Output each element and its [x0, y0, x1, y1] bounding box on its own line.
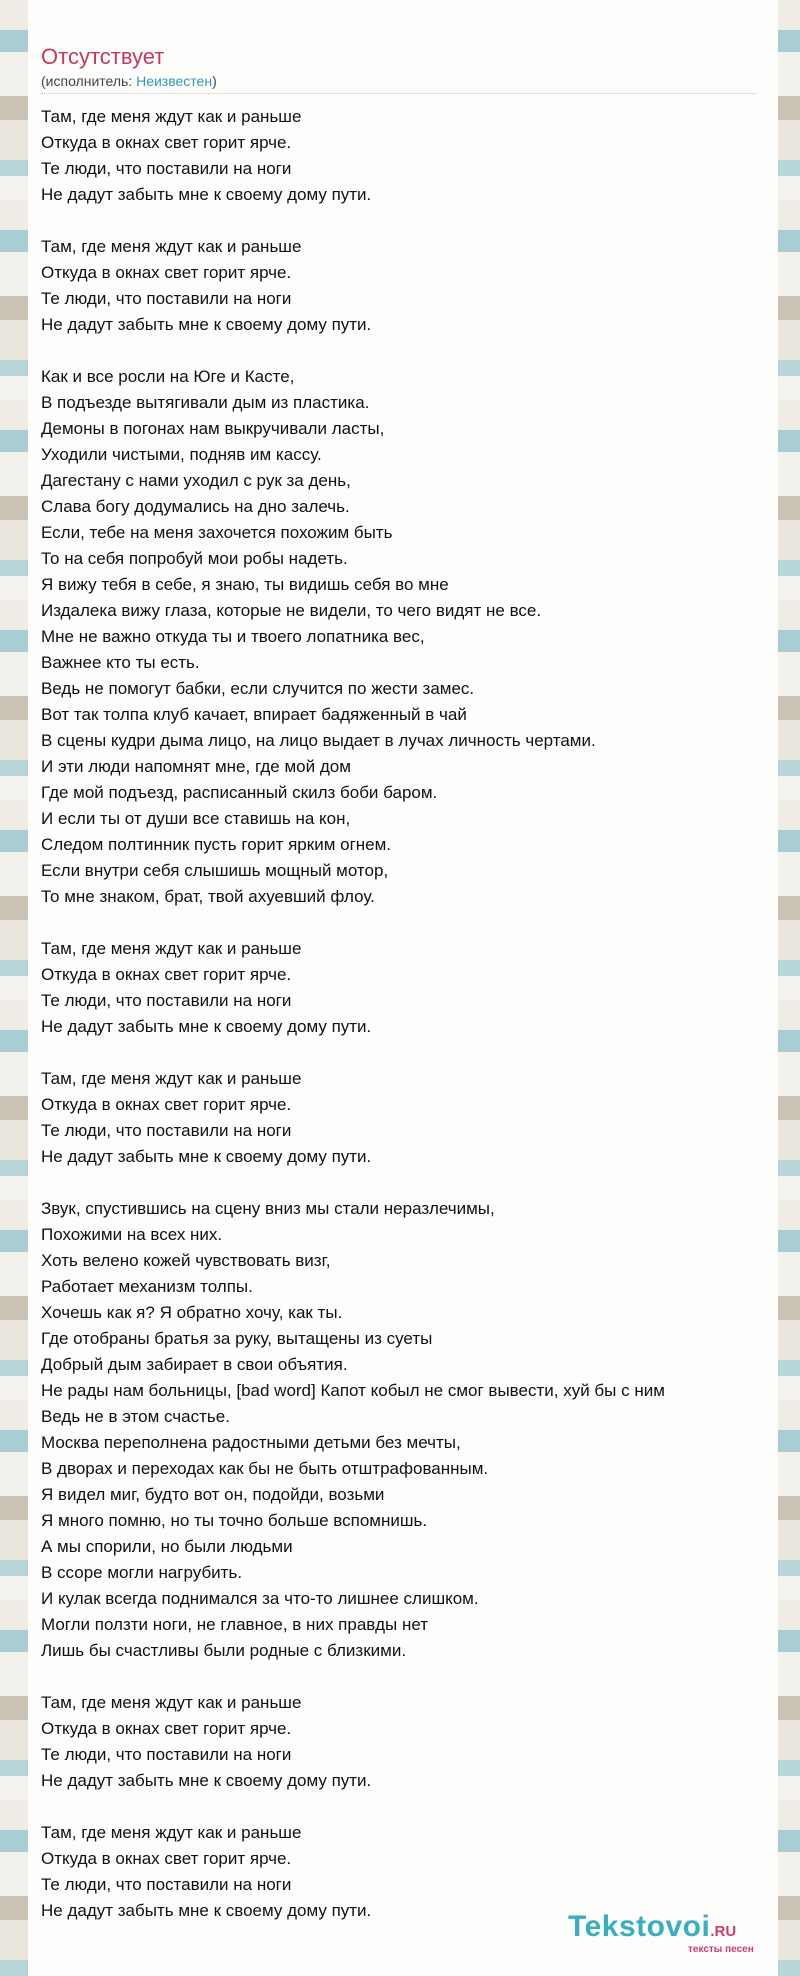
- stanza-gap: [41, 1170, 781, 1196]
- site-logo[interactable]: [568, 1910, 754, 1955]
- lyric-line: И кулак всегда поднимался за что-то лишнее слишком.: [41, 1589, 479, 1608]
- stanza-gap: [41, 910, 781, 936]
- lyric-line: Как и все росли на Юге и Касте,: [41, 367, 295, 386]
- lyric-line: То на себя попробуй мои робы надеть.: [41, 549, 348, 568]
- lyric-line: Не дадут забыть мне к своему дому пути.: [41, 1017, 372, 1036]
- lyric-line: Лишь бы счастливы были родные с близкими.: [41, 1641, 407, 1660]
- logo-brand: Tekstovoi: [568, 1910, 711, 1943]
- lyric-line: Москва переполнена радостными детьми без мечты,: [41, 1433, 461, 1452]
- lyric-line: В подъезде вытягивали дым из пластика.: [41, 393, 370, 412]
- lyric-line: Дагестану с нами уходил с рук за день,: [41, 471, 351, 490]
- stanza-gap: [41, 1664, 781, 1690]
- lyric-line: Не дадут забыть мне к своему дому пути.: [41, 185, 372, 204]
- lyric-line: В сцены кудри дыма лицо, на лицо выдает в лучах личность чертами.: [41, 731, 596, 750]
- artist-prefix: (исполнитель:: [41, 73, 137, 89]
- lyric-line: Ведь не помогут бабки, если случится по жести замес.: [41, 679, 475, 698]
- artist-line: [41, 72, 217, 90]
- lyric-line: Там, где меня ждут как и раньше: [41, 939, 302, 958]
- lyric-line: Не дадут забыть мне к своему дому пути.: [41, 1147, 372, 1166]
- lyric-line: Откуда в окнах свет горит ярче.: [41, 263, 292, 282]
- lyric-line: Там, где меня ждут как и раньше: [41, 1693, 302, 1712]
- stanza-gap: [41, 208, 781, 234]
- logo-tld: .RU: [710, 1923, 737, 1940]
- lyric-line: Издалека вижу глаза, которые не видели, то чего видят не все.: [41, 601, 542, 620]
- lyric-line: Где мой подъезд, расписанный скилз боби баром.: [41, 783, 438, 802]
- lyric-line: Хоть велено кожей чувствовать визг,: [41, 1251, 331, 1270]
- lyric-line: Откуда в окнах свет горит ярче.: [41, 965, 292, 984]
- lyric-line: Хочешь как я? Я обратно хочу, как ты.: [41, 1303, 343, 1322]
- lyric-line: Если внутри себя слышишь мощный мотор,: [41, 861, 389, 880]
- lyric-line: Те люди, что поставили на ноги: [41, 1875, 292, 1894]
- lyric-line: Откуда в окнах свет горит ярче.: [41, 133, 292, 152]
- song-title: Отсутствует: [41, 44, 165, 69]
- lyric-line: Не рады нам больницы, [bad word] Капот кобыл не смог вывести, хуй бы с ним: [41, 1381, 665, 1400]
- lyric-line: Те люди, что поставили на ноги: [41, 991, 292, 1010]
- lyric-line: Те люди, что поставили на ноги: [41, 1745, 292, 1764]
- title-divider: [41, 93, 757, 94]
- stanza-gap: [41, 1794, 781, 1820]
- lyric-line: Вот так толпа клуб качает, впирает бадяженный в чай: [41, 705, 467, 724]
- lyric-line: Я видел миг, будто вот он, подойди, возьми: [41, 1485, 385, 1504]
- lyric-line: Там, где меня ждут как и раньше: [41, 1823, 302, 1842]
- lyric-line: Те люди, что поставили на ноги: [41, 1121, 292, 1140]
- lyric-line: Не дадут забыть мне к своему дому пути.: [41, 1901, 372, 1920]
- lyric-line: Я вижу тебя в себе, я знаю, ты видишь себя во мне: [41, 575, 449, 594]
- lyric-line: Те люди, что поставили на ноги: [41, 159, 292, 178]
- lyric-line: Уходили чистыми, подняв им кассу.: [41, 445, 322, 464]
- lyric-line: Мне не важно откуда ты и твоего лопатника вес,: [41, 627, 425, 646]
- lyric-line: Откуда в окнах свет горит ярче.: [41, 1719, 292, 1738]
- lyric-line: То мне знаком, брат, твой ахуевший флоу.: [41, 887, 375, 906]
- lyric-line: Не дадут забыть мне к своему дому пути.: [41, 1771, 372, 1790]
- stanza-gap: [41, 1040, 781, 1066]
- lyric-line: Важнее кто ты есть.: [41, 653, 200, 672]
- lyric-line: Добрый дым забирает в свои объятия.: [41, 1355, 348, 1374]
- artist-link[interactable]: Неизвестен: [136, 73, 213, 89]
- logo-tagline: тексты песен: [688, 1944, 754, 1955]
- lyric-line: В дворах и переходах как бы не быть отштрафованным.: [41, 1459, 489, 1478]
- artist-suffix: ): [212, 73, 217, 89]
- lyric-line: А мы спорили, но были людьми: [41, 1537, 293, 1556]
- lyric-line: Могли ползти ноги, не главное, в них правды нет: [41, 1615, 429, 1634]
- lyric-line: Ведь не в этом счастье.: [41, 1407, 230, 1426]
- lyric-line: В ссоре могли нагрубить.: [41, 1563, 243, 1582]
- lyric-line: Откуда в окнах свет горит ярче.: [41, 1849, 292, 1868]
- lyric-line: Там, где меня ждут как и раньше: [41, 107, 302, 126]
- lyric-line: Следом полтинник пусть горит ярким огнем.: [41, 835, 392, 854]
- lyric-line: Не дадут забыть мне к своему дому пути.: [41, 315, 372, 334]
- lyric-line: И если ты от души все ставишь на кон,: [41, 809, 351, 828]
- lyric-line: Похожими на всех них.: [41, 1225, 223, 1244]
- lyric-line: Те люди, что поставили на ноги: [41, 289, 292, 308]
- lyric-line: Где отобраны братья за руку, вытащены из суеты: [41, 1329, 433, 1348]
- lyric-line: Откуда в окнах свет горит ярче.: [41, 1095, 292, 1114]
- lyric-line: Если, тебе на меня захочется похожим быть: [41, 523, 393, 542]
- lyric-line: Там, где меня ждут как и раньше: [41, 1069, 302, 1088]
- lyric-line: Демоны в погонах нам выкручивали ласты,: [41, 419, 385, 438]
- lyric-line: И эти люди напомнят мне, где мой дом: [41, 757, 351, 776]
- lyrics-text: [41, 104, 781, 1924]
- lyric-line: Звук, спустившись на сцену вниз мы стали неразлечимы,: [41, 1199, 495, 1218]
- lyric-line: Я много помню, но ты точно больше вспомнишь.: [41, 1511, 428, 1530]
- lyric-line: Работает механизм толпы.: [41, 1277, 253, 1296]
- lyric-line: Там, где меня ждут как и раньше: [41, 237, 302, 256]
- lyric-line: Слава богу додумались на дно залечь.: [41, 497, 350, 516]
- stanza-gap: [41, 338, 781, 364]
